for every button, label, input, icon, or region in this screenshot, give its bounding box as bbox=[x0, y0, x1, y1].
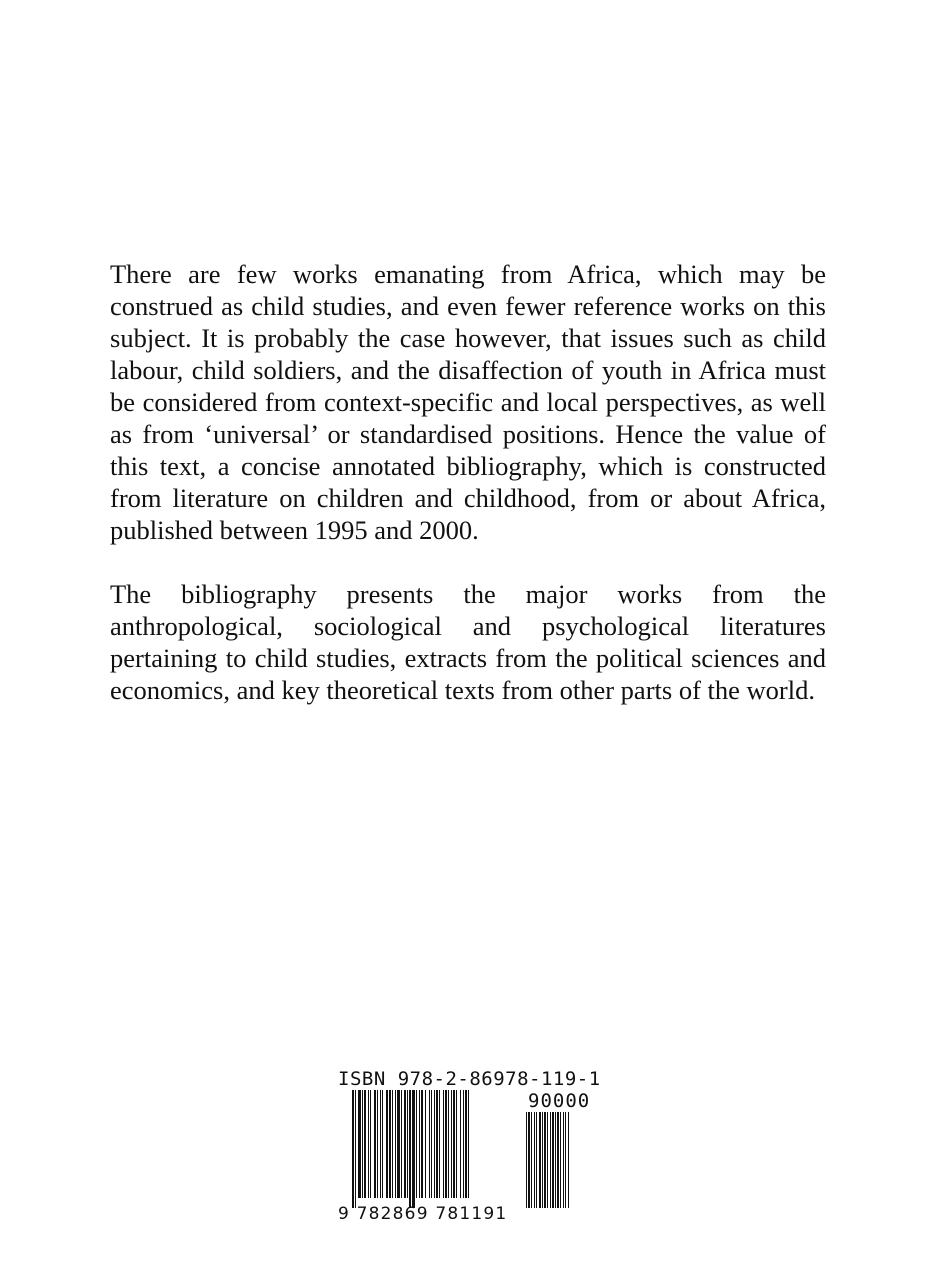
barcode-addon-digits: 90000 bbox=[528, 1090, 591, 1112]
addon-bar bbox=[534, 1112, 535, 1208]
barcode-bar bbox=[465, 1090, 467, 1198]
barcode-bar bbox=[448, 1090, 449, 1198]
barcode-bar bbox=[436, 1090, 438, 1198]
back-cover-blurb bbox=[110, 258, 826, 706]
barcode-bar bbox=[380, 1090, 381, 1198]
addon-bar bbox=[531, 1112, 532, 1208]
barcode-bar bbox=[451, 1090, 452, 1198]
barcode-bar bbox=[352, 1090, 354, 1208]
isbn-barcode bbox=[336, 1068, 608, 1230]
barcode-bar bbox=[404, 1090, 406, 1198]
barcode-bar bbox=[395, 1090, 396, 1198]
addon-bar bbox=[565, 1112, 566, 1208]
addon-bar bbox=[526, 1112, 527, 1208]
barcode-bar bbox=[419, 1090, 420, 1198]
barcode-bar bbox=[355, 1090, 356, 1208]
barcode-bar bbox=[453, 1090, 455, 1198]
addon-bar bbox=[536, 1112, 537, 1208]
barcode-bar bbox=[401, 1090, 402, 1198]
barcode-bar bbox=[377, 1090, 378, 1198]
barcode-bar bbox=[439, 1090, 440, 1198]
barcode-bar bbox=[358, 1090, 361, 1198]
barcode-bar bbox=[421, 1090, 423, 1198]
addon-bar bbox=[555, 1112, 556, 1208]
addon-bar bbox=[568, 1112, 569, 1208]
addon-bar bbox=[552, 1112, 554, 1208]
barcode-bar bbox=[392, 1090, 393, 1198]
addon-bar bbox=[547, 1112, 548, 1208]
barcode-bar bbox=[374, 1090, 376, 1198]
barcode-bar bbox=[368, 1090, 369, 1198]
barcode-bar bbox=[412, 1090, 415, 1208]
barcode-bar bbox=[463, 1090, 464, 1198]
barcode-bar bbox=[434, 1090, 435, 1198]
barcode-bar bbox=[425, 1090, 426, 1198]
barcode-bar bbox=[429, 1090, 430, 1198]
barcode-bar bbox=[407, 1090, 408, 1198]
barcode-bar bbox=[431, 1090, 432, 1198]
addon-bar bbox=[544, 1112, 546, 1208]
blurb-paragraph-2: The bibliography presents the major works from the anthropological, sociological and psychological literatures pertaining to child studies, extracts from the political sciences and economics, and key theoretical texts from other parts of the world. bbox=[110, 579, 826, 705]
addon-bar bbox=[560, 1112, 561, 1208]
barcode-bar bbox=[445, 1090, 447, 1198]
barcode-bar bbox=[389, 1090, 391, 1198]
blurb-paragraph-1: There are few works emanating from Africa, which may be construed as child studies, and even fewer reference works on this subject. It is probably the case however, that issues such as child labour, child soldiers, and the disaffection of youth in Africa must be considered from context-specific and local perspectives, as well as from ‘universal’ or standardised positions. Hence the value of this text, a concise annotated bibliography, which is constructed from literature on children and childhood, from or about Africa, published between 1995 and 2000. bbox=[110, 259, 826, 545]
barcode-bar bbox=[386, 1090, 388, 1198]
addon-bar bbox=[539, 1112, 541, 1208]
addon-bar bbox=[550, 1112, 551, 1208]
barcode-bar bbox=[362, 1090, 363, 1198]
addon-bar bbox=[563, 1112, 564, 1208]
barcode-bar bbox=[460, 1090, 461, 1198]
barcode-ean-digits: 9 782869 781191 bbox=[338, 1204, 508, 1224]
barcode-bar bbox=[364, 1090, 366, 1198]
barcode-bar bbox=[468, 1090, 469, 1198]
isbn-label: ISBN 978-2-86978-119-1 bbox=[338, 1068, 601, 1090]
barcode-bar bbox=[382, 1090, 383, 1198]
barcode-bar bbox=[443, 1090, 444, 1198]
barcode-bar bbox=[409, 1090, 411, 1208]
barcode-bar bbox=[456, 1090, 457, 1198]
barcode-bar bbox=[370, 1090, 371, 1198]
barcode-bar bbox=[416, 1090, 417, 1198]
addon-bar bbox=[557, 1112, 559, 1208]
addon-bar bbox=[542, 1112, 543, 1208]
addon-bar bbox=[528, 1112, 530, 1208]
barcode-bar bbox=[397, 1090, 400, 1198]
